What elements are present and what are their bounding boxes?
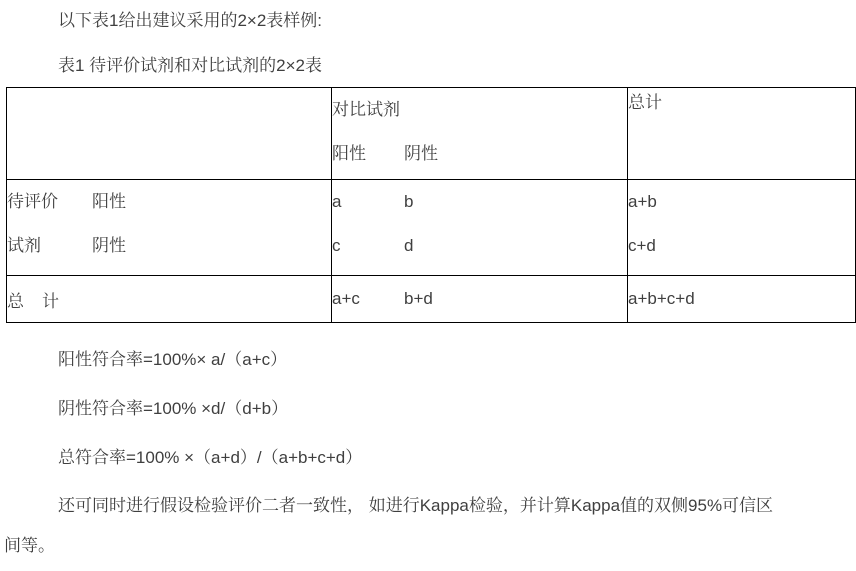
document-page	[0, 9, 856, 557]
comparator-negative-label: 阴性	[404, 144, 438, 163]
candidate-positive-label: 阳性	[92, 192, 126, 211]
count-cells	[332, 180, 628, 276]
comparator-subheaders	[332, 132, 627, 176]
row-total-ab: a+b	[628, 192, 657, 211]
row-total-cell	[628, 180, 856, 276]
comparator-positive-label: 阳性	[332, 144, 366, 163]
total-label-part2: 计	[42, 291, 59, 311]
count-line-ab	[332, 180, 627, 224]
table-caption: 表1 待评价试剂和对比试剂的2×2表	[58, 56, 323, 75]
header-total-cell: 总计	[628, 88, 856, 180]
candidate-label-part1: 待评价	[7, 192, 58, 211]
table-data-row	[7, 180, 856, 276]
count-b: b	[404, 192, 414, 211]
candidate-reagent-label-cell	[7, 180, 332, 276]
count-line-cd	[332, 224, 627, 268]
two-by-two-table	[6, 87, 856, 323]
count-a: a	[332, 192, 342, 211]
table-header-row	[7, 88, 856, 180]
count-d: d	[404, 236, 414, 255]
count-c: c	[332, 236, 341, 255]
candidate-label-part2: 试剂	[7, 236, 41, 255]
candidate-negative-label: 阴性	[92, 236, 126, 255]
column-total-ac: a+c	[332, 289, 360, 308]
closing-paragraph-line2: 间等。	[4, 536, 55, 555]
comparator-title: 对比试剂	[332, 100, 400, 119]
formula-positive-agreement: 阳性符合率=100%× a/（a+c）	[58, 350, 288, 369]
header-comparator-cell	[332, 88, 628, 180]
header-empty-cell	[7, 88, 332, 180]
total-label-part1: 总	[7, 291, 24, 311]
row-total-cd: c+d	[628, 236, 656, 255]
total-row-label-cell	[7, 276, 332, 323]
candidate-negative-label-line	[7, 224, 331, 268]
intro-paragraph: 以下表1给出建议采用的2×2表样例:	[58, 11, 323, 30]
table-total-row	[7, 276, 856, 323]
formula-overall-agreement: 总符合率=100% ×（a+d）/（a+b+c+d）	[58, 448, 363, 467]
closing-paragraph-line1: 还可同时进行假设检验评价二者一致性， 如进行Kappa检验，并计算Kappa值的双侧95%可信区	[58, 496, 774, 515]
column-total-cell	[332, 276, 628, 323]
candidate-positive-label-line	[7, 180, 331, 224]
formula-negative-agreement: 阴性符合率=100% ×d/（d+b）	[58, 399, 289, 418]
column-total-bd: b+d	[404, 289, 433, 308]
grand-total-cell: a+b+c+d	[628, 276, 856, 323]
